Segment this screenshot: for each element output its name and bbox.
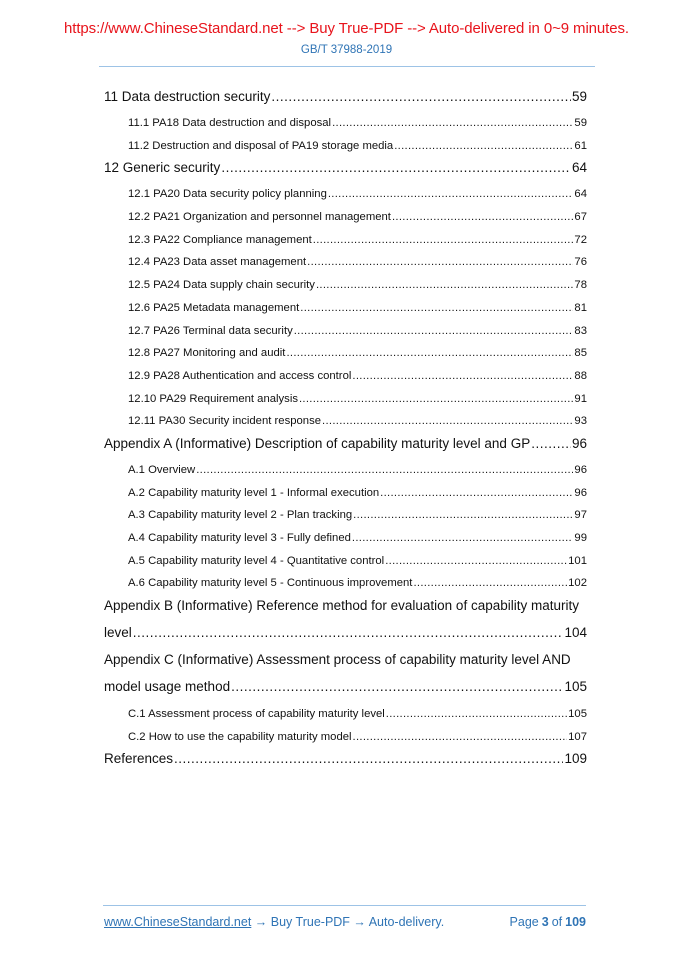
toc-entry-title: A.4 Capability maturity level 3 - Fully defined xyxy=(128,532,351,544)
toc-entry[interactable] xyxy=(104,527,587,550)
toc-entry-title: 12.7 PA26 Terminal data security xyxy=(128,324,293,337)
toc-entry-page: 102 xyxy=(568,577,587,590)
toc-entry[interactable] xyxy=(104,459,587,482)
promo-banner[interactable]: https://www.ChineseStandard.net --> Buy True-PDF --> Auto-delivered in 0~9 minutes. xyxy=(64,20,629,37)
toc-entry-page: 96 xyxy=(574,486,587,499)
dot-leader xyxy=(394,135,573,157)
toc-entry[interactable] xyxy=(104,229,587,252)
toc-entry[interactable] xyxy=(104,726,587,749)
toc-entry[interactable] xyxy=(104,274,587,297)
dot-leader xyxy=(352,527,574,549)
toc-entry-title: 12.3 PA22 Compliance management xyxy=(128,233,312,246)
toc-entry[interactable] xyxy=(104,703,587,726)
toc-entry[interactable] xyxy=(104,157,587,183)
footer-promo xyxy=(104,915,444,929)
toc-entry[interactable] xyxy=(104,206,587,229)
toc-entry-title: 11.1 PA18 Data destruction and disposal xyxy=(128,117,332,129)
toc-entry[interactable] xyxy=(104,433,587,459)
toc-entry-page: 85 xyxy=(574,347,587,360)
dot-leader xyxy=(531,433,571,455)
toc-entry-page: 81 xyxy=(574,301,587,314)
dot-leader xyxy=(353,504,573,526)
toc-entry-title: 12.5 PA24 Data supply chain security xyxy=(128,279,315,292)
toc-entry-title: C.2 How to use the capability maturity model xyxy=(128,730,352,743)
dot-leader xyxy=(286,342,573,364)
toc-entry-title-line1: Appendix C (Informative) Assessment process of capability maturity level AND xyxy=(104,652,571,668)
toc-entry[interactable] xyxy=(104,550,587,573)
toc-entry-page: 104 xyxy=(564,625,587,641)
toc-entry-page: 76 xyxy=(574,256,587,269)
toc-entry[interactable] xyxy=(104,410,587,433)
dot-leader xyxy=(307,251,573,273)
dot-leader xyxy=(271,86,571,108)
toc-entry-title: Appendix A (Informative) Description of capability maturity level and GP xyxy=(104,435,531,451)
toc-entry-page: 78 xyxy=(574,279,587,292)
toc-entry-page: 97 xyxy=(574,509,587,522)
toc-entry-title: A.5 Capability maturity level 4 - Quantitative control xyxy=(128,554,385,567)
toc-entry-title: 12.8 PA27 Monitoring and audit xyxy=(128,347,286,360)
toc-entry-title: References xyxy=(104,751,174,767)
toc-entry-page: 96 xyxy=(574,463,587,476)
toc-entry[interactable] xyxy=(104,365,587,388)
dot-leader xyxy=(133,622,564,644)
page-indicator xyxy=(507,915,586,929)
toc-entry[interactable] xyxy=(104,251,587,274)
footer-tagline: → Buy True-PDF → Auto-delivery. xyxy=(251,915,445,929)
toc-entry-page: 83 xyxy=(574,324,587,337)
toc-entry-title: 12.10 PA29 Requirement analysis xyxy=(128,392,298,405)
toc-entry-page: 59 xyxy=(574,117,587,129)
toc-entry[interactable] xyxy=(104,388,587,411)
toc-entry-page: 99 xyxy=(574,532,587,544)
page-label: Page xyxy=(509,915,539,929)
toc-entry-title: A.3 Capability maturity level 2 - Plan tracking xyxy=(128,509,353,522)
dot-leader xyxy=(322,410,573,432)
of-label: of xyxy=(551,915,563,929)
toc-entry-page: 101 xyxy=(568,554,587,567)
toc-entry-title: 12.1 PA20 Data security policy planning xyxy=(128,188,327,201)
dot-leader xyxy=(385,550,567,572)
dot-leader xyxy=(313,229,574,251)
toc-entry-page: 67 xyxy=(574,211,587,224)
dot-leader xyxy=(413,572,567,594)
dot-leader xyxy=(352,365,573,387)
dot-leader xyxy=(294,320,574,342)
dot-leader xyxy=(386,703,567,725)
toc-entry[interactable] xyxy=(104,572,587,595)
toc-entry-page: 88 xyxy=(574,369,587,382)
page-current: 3 xyxy=(541,915,549,929)
toc-entry-title-line1: Appendix B (Informative) Reference method for evaluation of capability maturity xyxy=(104,598,579,614)
toc-entry-appendix-b[interactable] xyxy=(104,595,587,649)
dot-leader xyxy=(316,274,573,296)
dot-leader xyxy=(332,112,573,134)
dot-leader xyxy=(353,726,568,748)
toc-entry[interactable] xyxy=(104,135,587,158)
toc-entry-page: 72 xyxy=(574,233,587,246)
toc-entry[interactable] xyxy=(104,748,587,774)
toc-entry-title: 12.2 PA21 Organization and personnel management xyxy=(128,211,391,224)
toc-entry-page: 107 xyxy=(568,730,587,743)
toc-entry-title: 12.6 PA25 Metadata management xyxy=(128,301,300,314)
dot-leader xyxy=(299,388,573,410)
toc-entry-title: 12.9 PA28 Authentication and access control xyxy=(128,369,352,382)
toc-entry-title: C.1 Assessment process of capability maturity level xyxy=(128,708,385,721)
toc-entry-page: 109 xyxy=(564,751,587,767)
toc-entry[interactable] xyxy=(104,86,587,112)
dot-leader xyxy=(196,459,573,481)
toc-entry-title: 11.2 Destruction and disposal of PA19 storage media xyxy=(128,139,394,152)
toc-entry[interactable] xyxy=(104,183,587,206)
toc-entry-page: 61 xyxy=(574,139,587,152)
toc-entry-page: 93 xyxy=(574,415,587,428)
toc-entry-title-line2: model usage method xyxy=(104,679,231,695)
toc-entry-page: 96 xyxy=(571,435,587,451)
dot-leader xyxy=(221,157,571,179)
dot-leader xyxy=(328,183,574,205)
toc-entry-title: A.2 Capability maturity level 1 - Informal execution xyxy=(128,486,380,499)
toc-entry-page: 64 xyxy=(571,160,587,176)
toc-entry-title: 12.4 PA23 Data asset management xyxy=(128,256,307,269)
toc-entry-title: 12 Generic security xyxy=(104,160,221,176)
toc-entry-page: 59 xyxy=(571,89,587,104)
dot-leader xyxy=(380,482,573,504)
footer-divider xyxy=(103,905,586,906)
standard-code: GB/T 37988-2019 xyxy=(300,44,393,56)
toc-entry-page: 91 xyxy=(574,392,587,405)
dot-leader xyxy=(300,297,573,319)
toc-entry-title: 11 Data destruction security xyxy=(104,89,271,104)
toc-entry-page: 105 xyxy=(568,708,587,721)
toc-entry-page: 64 xyxy=(574,188,587,201)
toc-entry-page: 105 xyxy=(564,679,587,695)
dot-leader xyxy=(174,748,563,770)
toc-entry-title: A.1 Overview xyxy=(128,463,196,476)
header-divider xyxy=(99,66,595,67)
toc-entry[interactable] xyxy=(104,504,587,527)
toc-entry[interactable] xyxy=(104,320,587,343)
toc-entry[interactable] xyxy=(104,112,587,135)
toc-entry-appendix-c[interactable] xyxy=(104,649,587,703)
page-footer xyxy=(104,915,586,929)
dot-leader xyxy=(231,676,563,698)
toc-entry-title: A.6 Capability maturity level 5 - Continuous improvement xyxy=(128,577,413,590)
table-of-contents xyxy=(104,86,587,774)
page-total: 109 xyxy=(565,915,586,929)
toc-entry[interactable] xyxy=(104,342,587,365)
dot-leader xyxy=(392,206,573,228)
footer-site-link[interactable]: www.ChineseStandard.net xyxy=(104,915,252,929)
toc-entry[interactable] xyxy=(104,482,587,505)
toc-entry-title-line2: level xyxy=(104,625,132,641)
toc-entry[interactable] xyxy=(104,297,587,320)
toc-entry-title: 12.11 PA30 Security incident response xyxy=(128,415,322,428)
